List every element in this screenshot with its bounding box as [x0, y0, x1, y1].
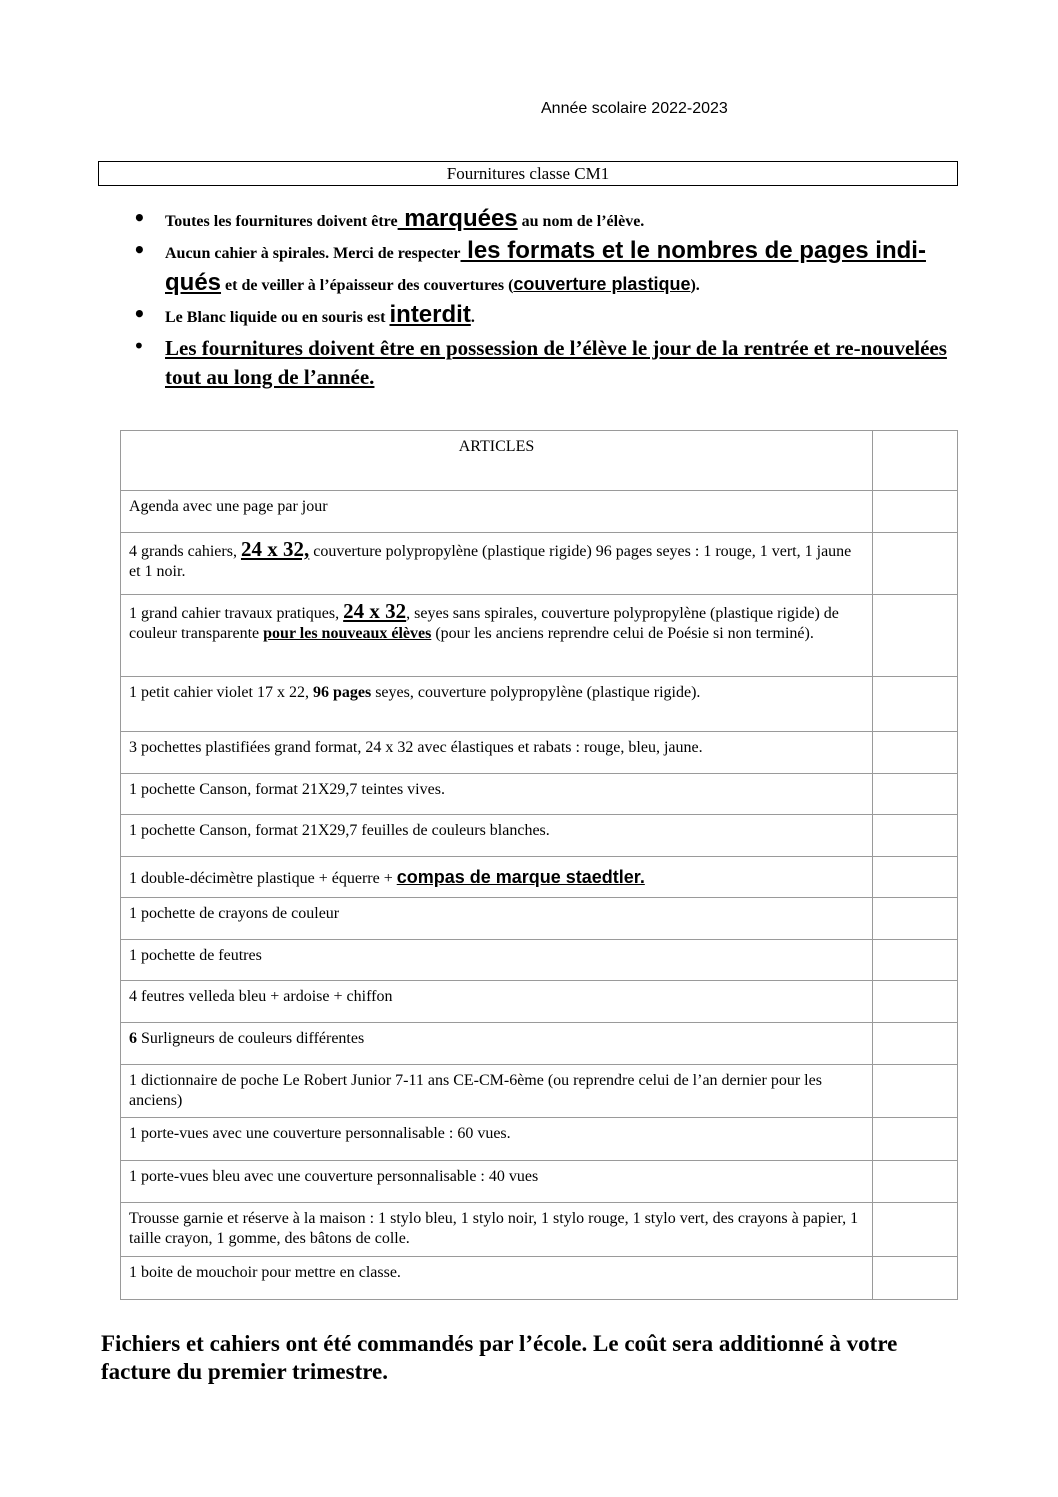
- check-cell: [873, 431, 958, 491]
- check-cell: [873, 981, 958, 1023]
- article-text: 4 grands cahiers,: [129, 543, 241, 560]
- article-text: seyes, couverture polypropylène (plastique rigide).: [371, 684, 701, 701]
- rule-text: Toutes les fournitures doivent être: [165, 213, 398, 230]
- article-text: , seyes sans spirales, couverture polypropylène (plastique rigide) de couleur transparente: [129, 605, 839, 642]
- article-cell: 3 pochettes plastifiées grand format, 24 x 32 avec élastiques et rabats : rouge, bleu, jaune.: [121, 732, 873, 774]
- check-cell: [873, 677, 958, 732]
- rule-item: [128, 236, 958, 300]
- articles-header: ARTICLES: [121, 431, 873, 491]
- table-row: [121, 595, 958, 677]
- article-emphasis: 6: [129, 1030, 137, 1047]
- article-text: 1 grand cahier travaux pratiques,: [129, 605, 344, 622]
- table-header-row: [121, 431, 958, 491]
- check-cell: [873, 1118, 958, 1161]
- check-cell: [873, 774, 958, 815]
- check-cell: [873, 533, 958, 595]
- table-row: [121, 898, 958, 940]
- table-row: [121, 1161, 958, 1203]
- check-cell: [873, 491, 958, 533]
- rule-emphasis: couverture plastique: [513, 274, 691, 294]
- table-row: [121, 533, 958, 595]
- rule-text: ).: [690, 277, 700, 294]
- table-row: [121, 491, 958, 533]
- table-row: [121, 774, 958, 815]
- article-cell: [121, 1023, 873, 1065]
- rule-text: Le Blanc liquide ou en souris est: [165, 309, 390, 326]
- article-cell: 1 pochette Canson, format 21X29,7 feuilles de couleurs blanches.: [121, 815, 873, 857]
- article-text: Surligneurs de couleurs différentes: [137, 1030, 365, 1047]
- article-text: 1 double-décimètre plastique + équerre +: [129, 870, 397, 887]
- table-row: [121, 1065, 958, 1118]
- article-cell: 1 boite de mouchoir pour mettre en classe.: [121, 1257, 873, 1300]
- article-text: couverture polypropylène (plastique rigide) 96 pages seyes : 1 rouge, 1 vert, 1 jaune et 1 noir.: [129, 543, 852, 580]
- table-row: [121, 732, 958, 774]
- rule-emphasis: interdit: [389, 301, 471, 328]
- rule-text: .: [470, 309, 475, 326]
- table-row: [121, 1118, 958, 1161]
- check-cell: [873, 1023, 958, 1065]
- article-cell: 1 pochette Canson, format 21X29,7 teintes vives.: [121, 774, 873, 815]
- check-cell: [873, 857, 958, 898]
- article-cell: Agenda avec une page par jour: [121, 491, 873, 533]
- article-cell: 1 dictionnaire de poche Le Robert Junior 7-11 ans CE-CM-6ème (ou reprendre celui de l’an dernier pour les anciens): [121, 1065, 873, 1118]
- rule-text: au nom de l’élève.: [517, 213, 645, 230]
- check-cell: [873, 1257, 958, 1300]
- article-text: (pour les anciens reprendre celui de Poésie si non terminé).: [431, 625, 814, 642]
- table-row: [121, 1203, 958, 1257]
- article-emphasis: 24 x 32: [343, 599, 407, 623]
- rules-list: [128, 204, 958, 392]
- check-cell: [873, 1161, 958, 1203]
- check-cell: [873, 732, 958, 774]
- article-cell: 1 pochette de crayons de couleur: [121, 898, 873, 940]
- footer-note: Fichiers et cahiers ont été commandés par l’école. Le coût sera additionné à votre facture du premier trimestre.: [101, 1331, 898, 1384]
- article-cell: 4 feutres velleda bleu + ardoise + chiffon: [121, 981, 873, 1023]
- article-cell: [121, 677, 873, 732]
- article-emphasis: 24 x 32,: [240, 537, 310, 561]
- article-cell: 1 porte-vues avec une couverture personnalisable : 60 vues.: [121, 1118, 873, 1161]
- table-row: [121, 940, 958, 981]
- check-cell: [873, 815, 958, 857]
- article-cell: [121, 857, 873, 898]
- supplies-table: [120, 430, 958, 1300]
- table-row: [121, 981, 958, 1023]
- table-row: [121, 1023, 958, 1065]
- article-cell: 1 pochette de feutres: [121, 940, 873, 981]
- table-row: [121, 857, 958, 898]
- article-emphasis: pour les nouveaux élèves: [263, 625, 432, 642]
- article-emphasis: compas de marque staedtler.: [396, 867, 645, 887]
- check-cell: [873, 940, 958, 981]
- school-year: Année scolaire 2022-2023: [541, 100, 728, 117]
- check-cell: [873, 595, 958, 677]
- article-cell: Trousse garnie et réserve à la maison : 1 stylo bleu, 1 stylo noir, 1 stylo rouge, 1 stylo vert, des crayons à papier, 1 taille crayon, 1 gomme, des bâtons de colle.: [121, 1203, 873, 1257]
- article-text: 1 petit cahier violet 17 x 22,: [129, 684, 313, 701]
- rule-item: [128, 300, 958, 332]
- rule-item: [128, 204, 958, 236]
- rule-emphasis: marquées: [397, 205, 518, 232]
- article-cell: [121, 595, 873, 677]
- article-emphasis: 96 pages: [312, 684, 372, 701]
- table-row: [121, 1257, 958, 1300]
- table-row: [121, 677, 958, 732]
- rule-emphasis: les formats et le nombres de pages indi-qués: [165, 237, 926, 296]
- check-cell: [873, 1203, 958, 1257]
- page-title: Fournitures classe CM1: [98, 161, 958, 186]
- check-cell: [873, 1065, 958, 1118]
- article-cell: 1 porte-vues bleu avec une couverture personnalisable : 40 vues: [121, 1161, 873, 1203]
- rule-item: [128, 334, 958, 392]
- check-cell: [873, 898, 958, 940]
- table-row: [121, 815, 958, 857]
- rule-text: et de veiller à l’épaisseur des couvertures (: [221, 277, 514, 294]
- rule-emphasis: Les fournitures doivent être en possession de l’élève le jour de la rentrée et re-nouvelées tout au long de l’année.: [165, 336, 947, 389]
- article-cell: [121, 533, 873, 595]
- rule-text: Aucun cahier à spirales. Merci de respecter: [165, 245, 461, 262]
